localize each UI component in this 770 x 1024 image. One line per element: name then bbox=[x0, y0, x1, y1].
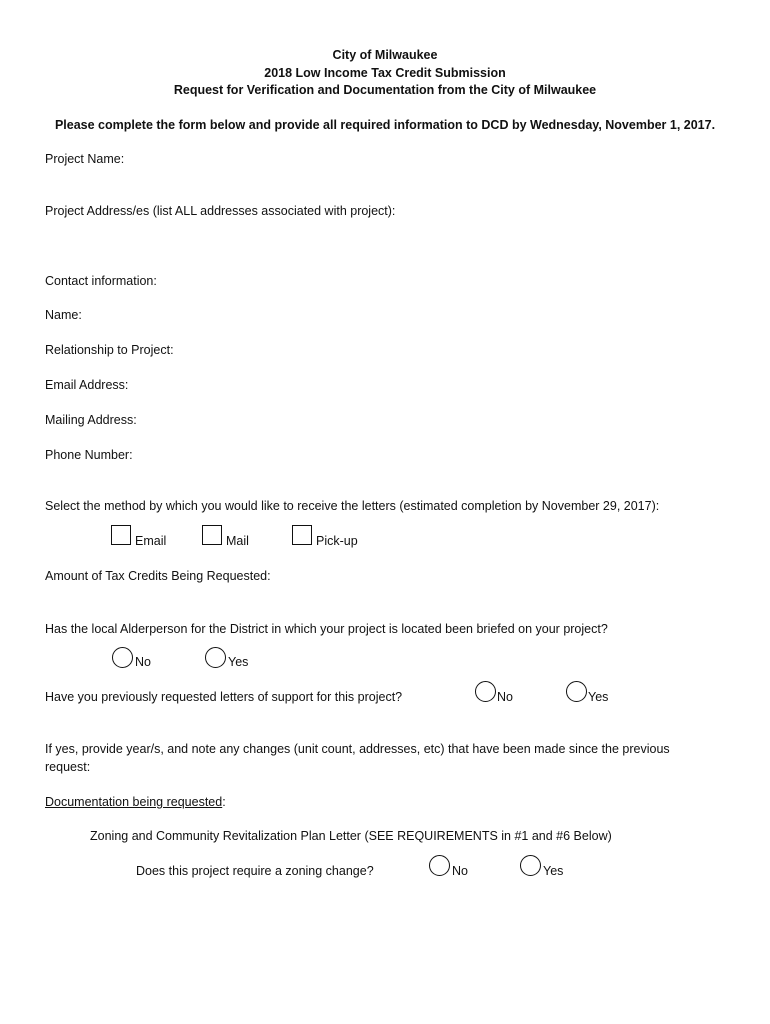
pickup-option-label: Pick-up bbox=[316, 534, 358, 548]
project-address-label: Project Address/es (list ALL addresses associated with project): bbox=[45, 204, 396, 218]
header-request-line: Request for Verification and Documentation from the City of Milwaukee bbox=[173, 83, 597, 97]
pickup-checkbox[interactable] bbox=[292, 525, 312, 545]
if-yes-instruction: If yes, provide year/s, and note any changes (unit count, addresses, etc) that have been made since the previous bbox=[45, 742, 670, 756]
mail-option-label: Mail bbox=[226, 534, 249, 548]
project-name-label: Project Name: bbox=[45, 152, 125, 166]
alderperson-question: Has the local Alderperson for the District in which your project is located been briefed on your project? bbox=[45, 622, 608, 636]
documentation-heading bbox=[45, 795, 226, 809]
documentation-heading-text: Documentation being requested bbox=[45, 795, 223, 809]
header-title: City of Milwaukee bbox=[332, 48, 438, 62]
previous-no-label: No bbox=[497, 690, 513, 704]
alderperson-yes-radio[interactable] bbox=[205, 647, 226, 668]
previous-yes-radio[interactable] bbox=[566, 681, 587, 702]
zoning-letter-item: Zoning and Community Revitalization Plan Letter (SEE REQUIREMENTS in #1 and #6 Below) bbox=[90, 829, 612, 843]
mailing-address-label: Mailing Address: bbox=[45, 413, 137, 427]
previous-request-question: Have you previously requested letters of support for this project? bbox=[45, 690, 403, 704]
zoning-yes-label: Yes bbox=[543, 864, 564, 878]
header-subtitle: 2018 Low Income Tax Credit Submission bbox=[264, 66, 506, 80]
alderperson-yes-label: Yes bbox=[228, 655, 249, 669]
tax-credits-label: Amount of Tax Credits Being Requested: bbox=[45, 569, 271, 583]
email-option-label: Email bbox=[135, 534, 167, 548]
instruction-text: Please complete the form below and provide all required information to DCD by Wednesday, November 1, 2017. bbox=[54, 118, 716, 132]
relationship-label: Relationship to Project: bbox=[45, 343, 174, 357]
documentation-heading-colon: : bbox=[222, 795, 226, 809]
email-checkbox[interactable] bbox=[111, 525, 131, 545]
email-label: Email Address: bbox=[45, 378, 129, 392]
alderperson-no-radio[interactable] bbox=[112, 647, 133, 668]
mail-checkbox[interactable] bbox=[202, 525, 222, 545]
zoning-change-question: Does this project require a zoning change? bbox=[136, 864, 374, 878]
zoning-no-label: No bbox=[452, 864, 468, 878]
contact-info-label: Contact information: bbox=[45, 274, 157, 288]
if-yes-instruction-cont: request: bbox=[45, 760, 91, 774]
name-label: Name: bbox=[45, 308, 82, 322]
phone-label: Phone Number: bbox=[45, 448, 133, 462]
alderperson-no-label: No bbox=[135, 655, 151, 669]
delivery-method-prompt: Select the method by which you would like to receive the letters (estimated completion by November 29, 2017): bbox=[45, 499, 660, 513]
previous-yes-label: Yes bbox=[588, 690, 609, 704]
previous-no-radio[interactable] bbox=[475, 681, 496, 702]
zoning-no-radio[interactable] bbox=[429, 855, 450, 876]
zoning-yes-radio[interactable] bbox=[520, 855, 541, 876]
